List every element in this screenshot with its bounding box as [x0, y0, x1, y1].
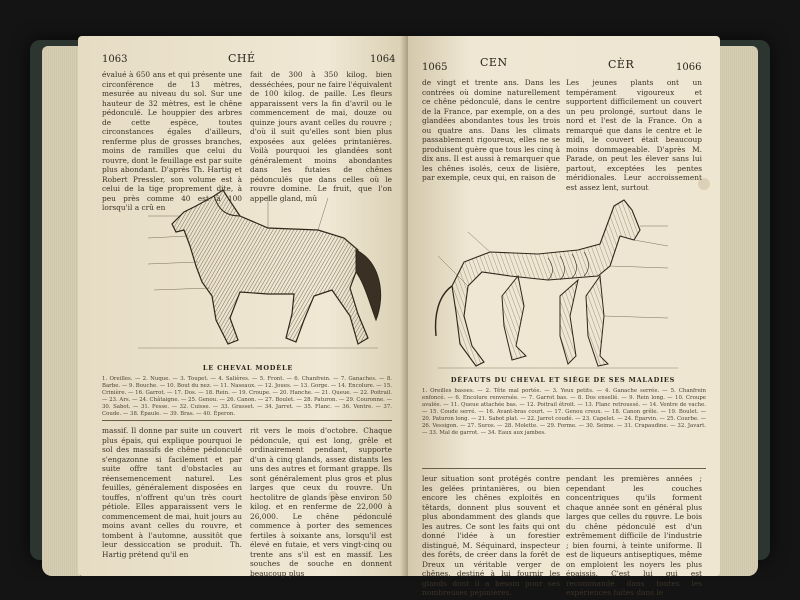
- running-header: CEN: [480, 56, 508, 69]
- left-page-edges: [42, 46, 80, 576]
- text-column: fait de 300 à 350 kilog. bien desséchées, pour ne faire l'équivalent de 100 kilog. de paille. Les fleurs apparaissent vers la fin d'avril ou le commencement de mai, douze ou quinze jours avant celles du rouvre ; d'où il suit qu'elles sont bien plus exposées aux gelées printanières. Voilà pourquoi les glandées sont généralement moins abondantes dans les futaies de chênes pédonculés que dans celles où le rouvre domine. Le fruit, que l'on appelle gland, mû: [250, 70, 392, 203]
- horse-defects-illustration: [428, 196, 688, 372]
- figure-caption: DÉFAUTS DU CHEVAL ET SIÈGE DE SES MALADIES: [450, 376, 676, 384]
- figure-legend: 1. Oreilles basses. — 2. Tête mal portée. — 3. Yeux petits. — 4. Ganache serrée. — 5. Chanfrein enfoncé. — 6. Encolure renversée. — 7. Garrot bas. — 8. Dos ensellé. — 9. Rein long. — 10. Croupe avalée. — 11. Queue attachée bas. — 12. Poitrail étroit. — 13. Flanc retroussé. — 14. Ventre de vache. — 15. Coude serré. — 16. Avant-bras court. — 17. Genou creux. — 18. Canon grêle. — 19. Boulet. — 20. Paturon long. — 21. Sabot plat. — 22. Jarret coudé. — 23. Capelet. — 24. Éparvin. — 25. Courbe. — 26. Vessigon. — 27. Suros. — 28. Molette. — 29. Forme. — 30. Seime. — 31. Crapaudine. — 32. Javart. — 33. Mal de garrot. — 34. Eaux aux jambes.: [422, 388, 706, 436]
- model-horse-illustration: [118, 186, 388, 356]
- foxing-spot: [328, 491, 338, 501]
- text-column: pendant les premières années ; cependant les couches concentriques qu'ils forment chaque année sont en général plus larges que celles du rouvre. Le bois du chêne pédonculé est d'un extrêmement difficile de l'industrie ; bien fourni, à teinte uniforme. Il est de liqueurs antiseptiques, même on emploient les noyers les plus épaissis. C'est lui qui est recommandé dans toutes les expériences faites dans le: [566, 474, 702, 597]
- figure-caption: LE CHEVAL MODÈLE: [202, 364, 294, 372]
- text-column: Les jeunes plants ont un tempérament vigoureux et supportent difficilement un couvert un peu prolongé, surtout dans le nord et l'est de la France. On a remarqué que dans le centre et le midi, le couvert était beaucoup moins dommageable. D'après M. Parade, on peut les élever sans lui partout, exceptées les pentes méridionales. Leur accroissement est assez lent, surtout: [566, 78, 702, 192]
- text-column: massif. Il donne par suite un couvert plus épais, qui explique pourquoi le sol des massifs de chêne pédonculé s'engazonne si facilement et par suite offre tant d'obstacles au réensemencement naturel. Les feuilles, généralement disposées en touffes, n'offrent qu'un très court pétiole. Elles apparaissent vers le commencement de mai, huit jours au moins avant celles du rouvre, et tombent à l'automne, aussitôt que leur dessiccation se produit. Th. Hartig prétend qu'il en: [102, 426, 242, 559]
- text-column: leur situation sont protégés contre les gelées printanières, ou bien encore les chênes exploités en têtards, donnent plus souvent et plus abondamment des glands que les autres. Ce sont les faits qui ont donné l'idée à un forestier distingué, M. Séquinard, inspecteur des forêts, de créer dans la forêt de Dreux un véritable verger de chênes, destiné à lui fournir les glands dont il a besoin pour ses nombreuses pépinières.: [422, 474, 560, 597]
- right-page: [408, 36, 720, 597]
- page-number: 1066: [676, 62, 702, 73]
- foxing-spot: [698, 178, 710, 190]
- text-column: évalué à 650 ans et qui présente une circonférence de 13 mètres, mesurée au niveau du sol. Sur une hauteur de 32 mètres, est le chêne pédonculé. Le houppier des arbres de cette espèce, toutes circonstances égales d'ailleurs, renferme plus de grosses branches, moins de ramilles que celui du rouvre, dont le feuillage est par suite plus abondant. D'après Th. Hartig et Robert Pressler, son volume est à celui de la tige proprement dite, à peu près comme 40 est à 100 lorsqu'il a crû en: [102, 70, 242, 212]
- text-column: rit vers le mois d'octobre. Chaque pédoncule, qui est long, grêle et ordinairement pendant, supporte d'un à cinq glands, assez distants les uns des autres et formant grappe. Ils sont généralement plus gros et plus larges que ceux du rouvre. Un hectolitre de glands pèse environ 50 kilog. et en renferme de 22,000 à 26,000. Le chêne pédonculé commence à porter des semences fertiles à soixante ans, lorsqu'il est élevé en futaie, et vers vingt-cinq ou trente ans s'il est en massif. Les souches de souche en donnent beaucoup plus: [250, 426, 392, 578]
- page-number: 1064: [370, 54, 396, 65]
- figure-legend: 1. Oreilles. — 2. Nuque. — 3. Toupet. — 4. Salières. — 5. Front. — 6. Chanfrein. — 7. Ganaches. — 8. Barbe. — 9. Bouche. — 10. Bout du nez. — 11. Naseaux. — 12. Joues. — 13. Gorge. — 14. Encolure. — 15. Crinière. — 16. Garrot. — 17. Dos. — 18. Rein. — 19. Croupe. — 20. Hanche. — 21. Queue. — 22. Poitrail. — 23. Ars. — 24. Châtaigne. — 25. Genou. — 26. Canon. — 27. Boulet. — 28. Paturon. — 29. Couronne. — 30. Sabot. — 31. Fesse. — 32. Cuisse. — 33. Grasset. — 34. Jarret. — 35. Flanc. — 36. Ventre. — 37. Coude. — 38. Épaule. — 39. Bras. — 40. Éperon.: [102, 376, 392, 417]
- running-header: CHÉ: [228, 52, 256, 65]
- text-column: de vingt et trente ans. Dans les contrées où domine naturellement ce chêne pédonculé, dans le centre de la France, par exemple, on a des glandées abondantes tous les trois ou quatre ans. Dans les climats passablement rigoureux, elles ne se produisent guère que tous les cinq à dix ans. Il est aussi à remarquer que les chênes isolés, ceux de lisière, par exemple, ceux qui, en raison de: [422, 78, 560, 182]
- running-header: CÈR: [608, 58, 635, 71]
- divider: [102, 420, 392, 421]
- page-number: 1063: [102, 54, 128, 65]
- divider: [422, 468, 706, 469]
- page-number: 1065: [422, 62, 448, 73]
- left-page: [78, 36, 410, 576]
- foxing-spot: [648, 514, 656, 522]
